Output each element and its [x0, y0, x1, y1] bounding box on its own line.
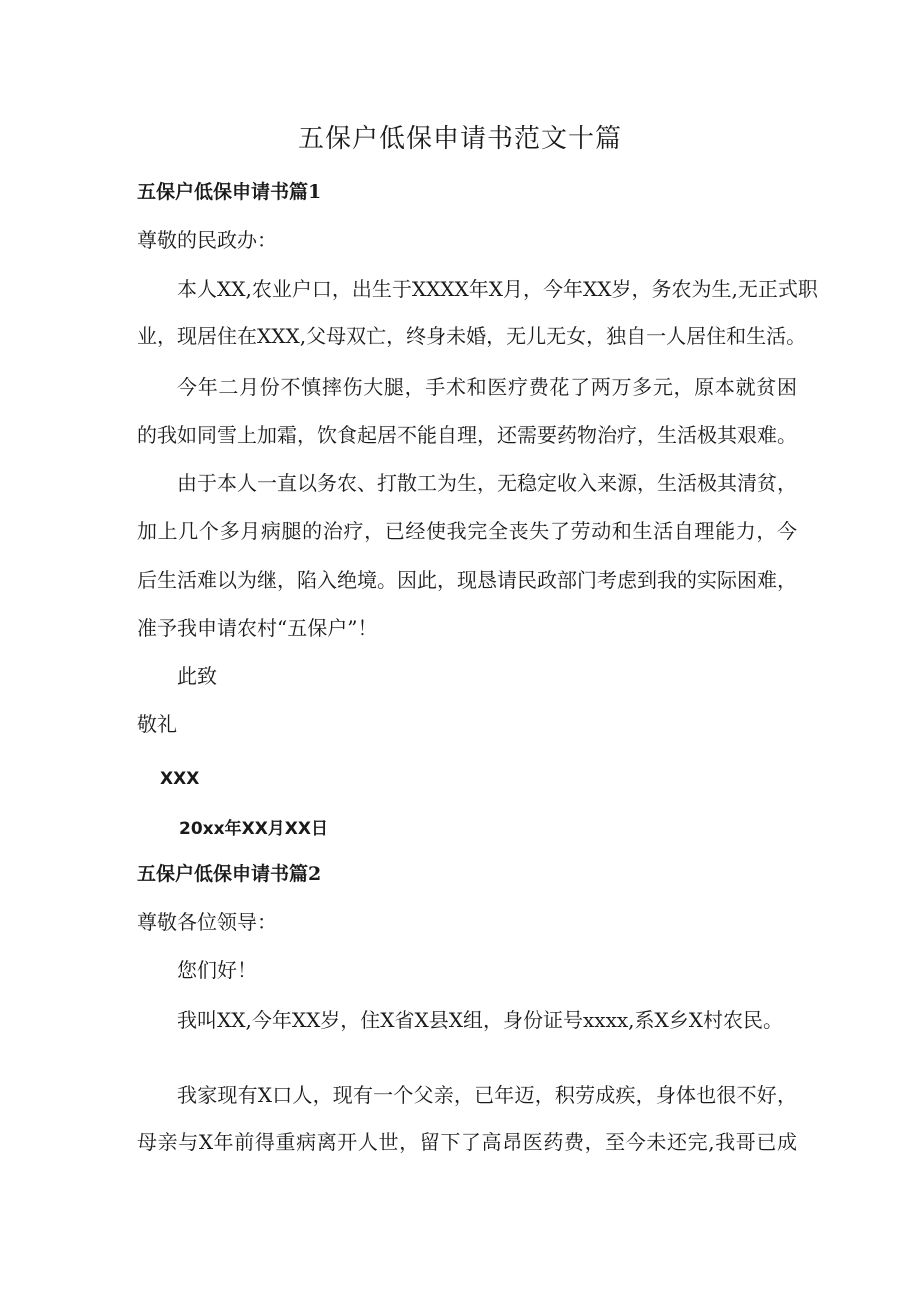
- paragraph-line: 本人XX,农业户口，出生于XXXX年X月，今年XX岁，务农为生,无正式职: [177, 277, 818, 301]
- paragraph-line: 业，现居住在XXX,父母双亡，终身未婚，无儿无女，独自一人居住和生活。: [137, 324, 807, 348]
- document-title: 五保户低保申请书范文十篇: [297, 124, 622, 154]
- closing-jingli: 敬礼: [137, 712, 177, 736]
- salutation-2: 尊敬各位领导：: [137, 910, 277, 934]
- salutation-1: 尊敬的民政办：: [137, 228, 277, 252]
- paragraph-line: 我家现有X口人，现有一个父亲，已年迈，积劳成疾，身体也很不好，: [177, 1083, 797, 1107]
- closing-cizhi: 此致: [177, 664, 217, 688]
- paragraph-line: 母亲与X年前得重病离开人世，留下了高昂医药费，至今未还完,我哥已成: [137, 1130, 797, 1154]
- paragraph-line: 今年二月份不慎摔伤大腿，手术和医疗费花了两万多元，原本就贫困: [177, 375, 797, 399]
- paragraph-line: 加上几个多月病腿的治疗，已经使我完全丧失了劳动和生活自理能力，今: [137, 519, 797, 543]
- paragraph-line: 后生活难以为继，陷入绝境。因此，现恳请民政部门考虑到我的实际困难，: [137, 568, 797, 592]
- paragraph-line: 由于本人一直以务农、打散工为生，无稳定收入来源，生活极其清贫，: [177, 471, 797, 495]
- paragraph-line: 我叫XX,今年XX岁，住X省X县X组，身份证号xxxx,系X乡X村农民。: [177, 1008, 783, 1032]
- section-heading-2: 五保户低保申请书篇2: [137, 863, 322, 885]
- section-heading-1: 五保户低保申请书篇1: [137, 181, 322, 203]
- paragraph-line: 准予我申请农村“五保户”！: [137, 616, 378, 640]
- paragraph-line: 的我如同雪上加霜，饮食起居不能自理，还需要药物治疗，生活极其艰难。: [137, 423, 797, 447]
- signature-name: XXX: [160, 769, 200, 789]
- signature-date: 20xx年XX月XX日: [179, 819, 329, 839]
- greeting: 您们好！: [177, 958, 257, 982]
